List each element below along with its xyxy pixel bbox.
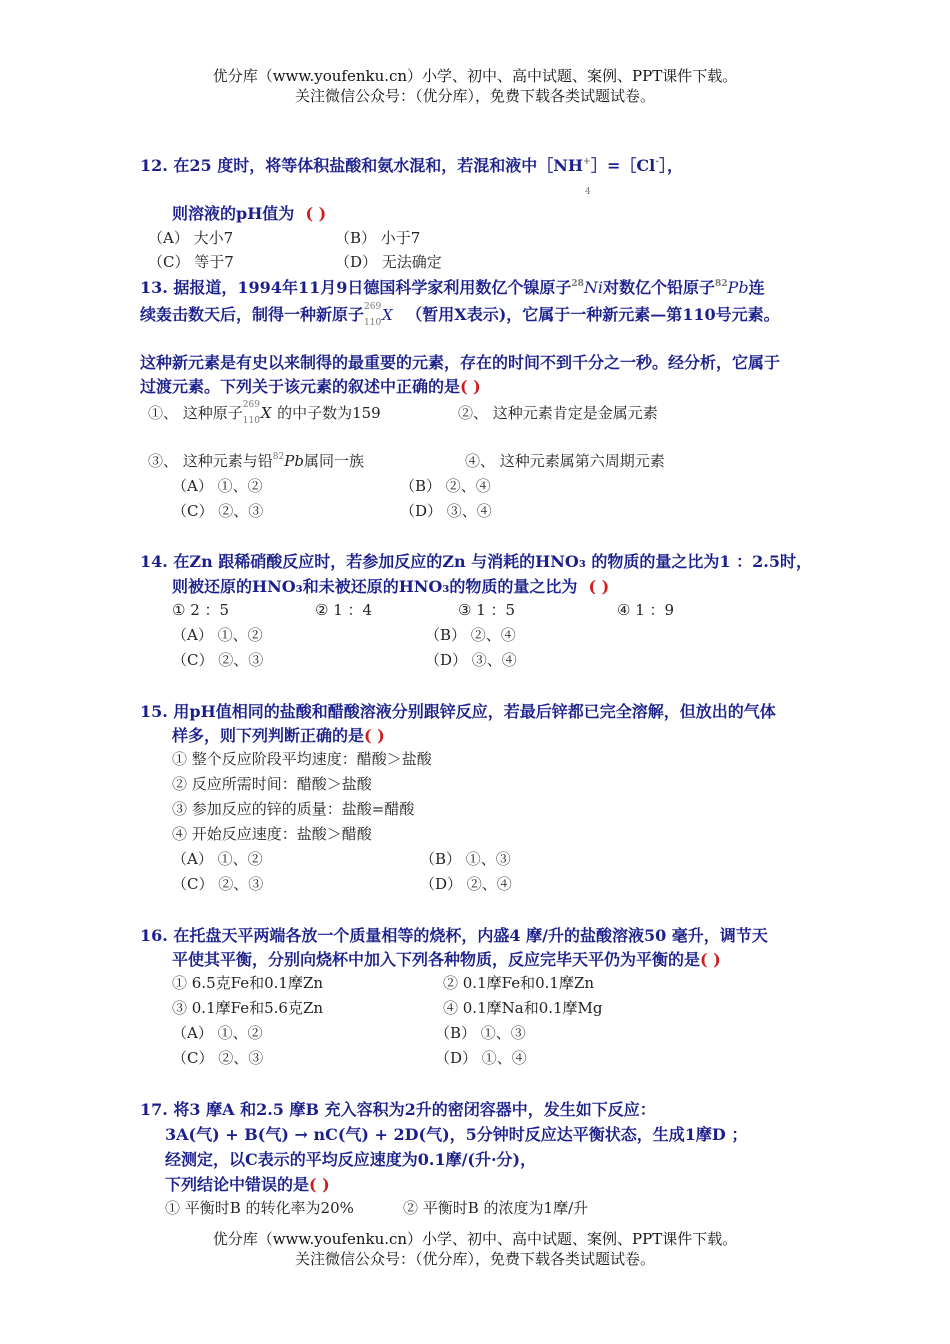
- q13-stem-line-3: 这种新元素是有史以来制得的最重要的元素，存在的时间不到千分之一秒。经分析，它属于: [140, 353, 781, 372]
- q15-statement-4: ④ 开始反应速度：盐酸＞醋酸: [172, 825, 372, 843]
- q16-stem-line-1: 16. 在托盘天平两端各放一个质量相等的烧杯，内盛4 摩/升的盐酸溶液50 毫升，调节天: [140, 926, 768, 945]
- q13-option-b: （B） ②、④: [400, 477, 491, 495]
- q13-statement-3: ③、 这种元素与铅$^{82}$Pb属同一族: [148, 452, 364, 470]
- q16-statement-3: ③ 0.1摩Fe和5.6克Zn: [172, 999, 324, 1017]
- q13-stem-line-1: 13. 据报道，1994年11月9日德国科学家利用数亿个镍原子$^{28}$Ni对数亿个铅原子$^{82}$Pb连: [140, 278, 765, 297]
- isotope-x: 269 110 X: [242, 400, 272, 426]
- q17-stem-line-3: 经测定，以C表示的平均反应速度为0.1摩/(升·分)，: [165, 1150, 537, 1169]
- q15-stem-line-1: 15. 用pH值相同的盐酸和醋酸溶液分别跟锌反应，若最后锌都已完全溶解，但放出的气体: [140, 702, 776, 721]
- q14-option-b: （B） ②、④: [425, 626, 516, 644]
- q14-stem-line-2: 则被还原的HNO₃和未被还原的HNO₃的物质的量之比为 ( ): [172, 577, 610, 596]
- page-footer: [0, 1229, 950, 1269]
- q13-option-c: （C） ②、③: [172, 502, 264, 520]
- q13-stem-line-4: 过渡元素。下列关于该元素的叙述中正确的是( ): [140, 377, 481, 396]
- q15-statement-3: ③ 参加反应的锌的质量：盐酸=醋酸: [172, 800, 415, 818]
- q15-option-b: （B） ①、③: [420, 850, 511, 868]
- q17-stem-line-2: 3A(气) + B(气) → nC(气) + 2D(气)，5分钟时反应达平衡状态，生成1摩D ；: [165, 1125, 748, 1144]
- q14-ratio-1: ① 2 ：5: [172, 601, 230, 619]
- q14-option-d: （D） ③、④: [425, 651, 517, 669]
- q15-option-d: （D） ②、④: [420, 875, 512, 893]
- q12-option-d: （D） 无法确定: [335, 253, 442, 271]
- page-header: [0, 66, 950, 106]
- q12-option-c: （C） 等于7: [148, 253, 234, 271]
- header-line-1: 优分库（www.youfenku.cn）小学、初中、高中试题、案例、PPT课件下载。: [212, 67, 738, 85]
- q15-statement-2: ② 反应所需时间：醋酸＞盐酸: [172, 775, 372, 793]
- q16-statement-2: ② 0.1摩Fe和0.1摩Zn: [443, 974, 595, 992]
- q13-statement-2: ②、 这种元素肯定是金属元素: [458, 404, 658, 422]
- q12-stem-line-1: 12. 在25 度时，将等体积盐酸和氨水混和，若混和液中［NH + 4 ］=［Cl-］，: [140, 156, 683, 197]
- q13-option-a: （A） ①、②: [172, 477, 263, 495]
- footer-line-2: 关注微信公众号：（优分库），免费下载各类试题试卷。: [294, 1250, 655, 1268]
- header-line-2: 关注微信公众号：（优分库），免费下载各类试题试卷。: [294, 87, 655, 105]
- q14-ratio-2: ② 1 ：4: [315, 601, 373, 619]
- q14-option-c: （C） ②、③: [172, 651, 264, 669]
- isotope-x: 269 110 X: [364, 301, 393, 328]
- q16-option-c: （C） ②、③: [172, 1049, 264, 1067]
- q15-option-c: （C） ②、③: [172, 875, 264, 893]
- q15-stem-line-2: 样多，则下列判断正确的是( ): [172, 726, 385, 745]
- q13-statement-1: ①、 这种原子 269 110 X 的中子数为159: [148, 400, 381, 426]
- q16-stem-line-2: 平使其平衡，分别向烧杯中加入下列各种物质，反应完毕天平仍为平衡的是( ): [172, 950, 721, 969]
- q13-option-d: （D） ③、④: [400, 502, 492, 520]
- q16-option-d: （D） ①、④: [435, 1049, 527, 1067]
- q15-option-a: （A） ①、②: [172, 850, 263, 868]
- q14-ratio-4: ④ 1 ：9: [617, 601, 675, 619]
- q14-option-a: （A） ①、②: [172, 626, 263, 644]
- q14-stem-line-1: 14. 在Zn 跟稀硝酸反应时，若参加反应的Zn 与消耗的HNO₃ 的物质的量之比为1 ：2.5时，: [140, 552, 812, 571]
- q16-statement-4: ④ 0.1摩Na和0.1摩Mg: [443, 999, 603, 1017]
- footer-line-1: 优分库（www.youfenku.cn）小学、初中、高中试题、案例、PPT课件下载。: [212, 1230, 738, 1248]
- q13-statement-4: ④、 这种元素属第六周期元素: [465, 452, 665, 470]
- q12-stem-line-2: 则溶液的pH值为 ( ): [172, 204, 327, 223]
- q12-option-a: （A） 大小7: [148, 229, 234, 247]
- q16-option-b: （B） ①、③: [435, 1024, 526, 1042]
- q17-stem-line-1: 17. 将3 摩A 和2.5 摩B 充入容积为2升的密闭容器中，发生如下反应：: [140, 1100, 656, 1119]
- q12-option-b: （B） 小于7: [335, 229, 421, 247]
- q13-stem-line-2: 续轰击数天后，制得一种新原子 269 110 X （暂用X表示)，它属于一种新元素—第110号元素。: [140, 301, 780, 328]
- q17-stem-line-4: 下列结论中错误的是( ): [165, 1175, 330, 1194]
- q14-ratio-3: ③ 1 ：5: [458, 601, 516, 619]
- q15-statement-1: ① 整个反应阶段平均速度：醋酸＞盐酸: [172, 750, 432, 768]
- q17-statement-2: ② 平衡时B 的浓度为1摩/升: [403, 1199, 589, 1217]
- q16-option-a: （A） ①、②: [172, 1024, 263, 1042]
- q16-statement-1: ① 6.5克Fe和0.1摩Zn: [172, 974, 324, 992]
- q17-statement-1: ① 平衡时B 的转化率为20%: [165, 1199, 354, 1217]
